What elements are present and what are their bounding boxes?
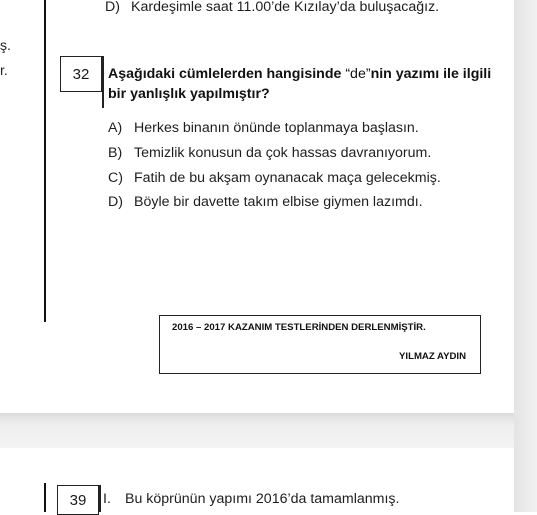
question-number: 39 xyxy=(69,491,87,509)
option-text: Böyle bir davette takım elbise giymen lazımdı. xyxy=(134,194,423,210)
option-letter: A) xyxy=(108,120,123,136)
question-stem xyxy=(108,64,508,104)
left-column-fragment: r. xyxy=(0,62,8,78)
viewer-margin xyxy=(514,0,537,512)
question-number-box xyxy=(57,485,99,515)
option-d[interactable] xyxy=(108,194,423,211)
question-stem-part: Aşağıdaki cümlelerden hangisinde xyxy=(108,66,346,82)
option-c[interactable] xyxy=(108,170,441,187)
option-letter: C) xyxy=(108,170,123,186)
credit-title: 2016 – 2017 KAZANIM TESTLERİNDEN DERLENMİŞTİR. xyxy=(172,322,426,333)
question-stem-highlight: “de” xyxy=(345,66,371,82)
item-numeral: I. xyxy=(103,491,111,507)
option-text: Temizlik konusun da çok hassas davranıyorum. xyxy=(134,145,432,161)
page-gap xyxy=(0,413,537,448)
column-divider xyxy=(44,0,46,322)
question-number-box xyxy=(60,56,102,92)
option-letter: B) xyxy=(108,145,123,161)
option-b[interactable] xyxy=(108,145,431,162)
prev-question-option-d xyxy=(105,0,439,16)
option-text: Kardeşimle saat 11.00’de Kızılay’da buluşacağız. xyxy=(131,0,440,15)
column-divider xyxy=(44,483,46,512)
question-item-1 xyxy=(103,491,399,508)
option-text: Fatih de bu akşam oynanacak maça gelecekmiş. xyxy=(134,170,441,186)
option-text: Herkes binanın önünde toplanmaya başlasın. xyxy=(134,120,419,136)
left-column-fragment: ş. xyxy=(0,37,11,53)
option-letter: D) xyxy=(108,194,123,210)
question-number: 32 xyxy=(72,65,90,83)
option-letter: D) xyxy=(105,0,120,15)
credit-author: YILMAZ AYDIN xyxy=(399,351,466,362)
credit-box xyxy=(159,315,481,374)
question-stem-part: nin yazımı ile ilgili bir yanlışlık yapılmıştır? xyxy=(108,66,492,102)
item-text: Bu köprünün yapımı 2016’da tamamlanmış. xyxy=(125,491,400,507)
question-marker-bar xyxy=(102,56,104,108)
option-a[interactable] xyxy=(108,120,419,137)
question-marker-bar xyxy=(99,485,101,512)
